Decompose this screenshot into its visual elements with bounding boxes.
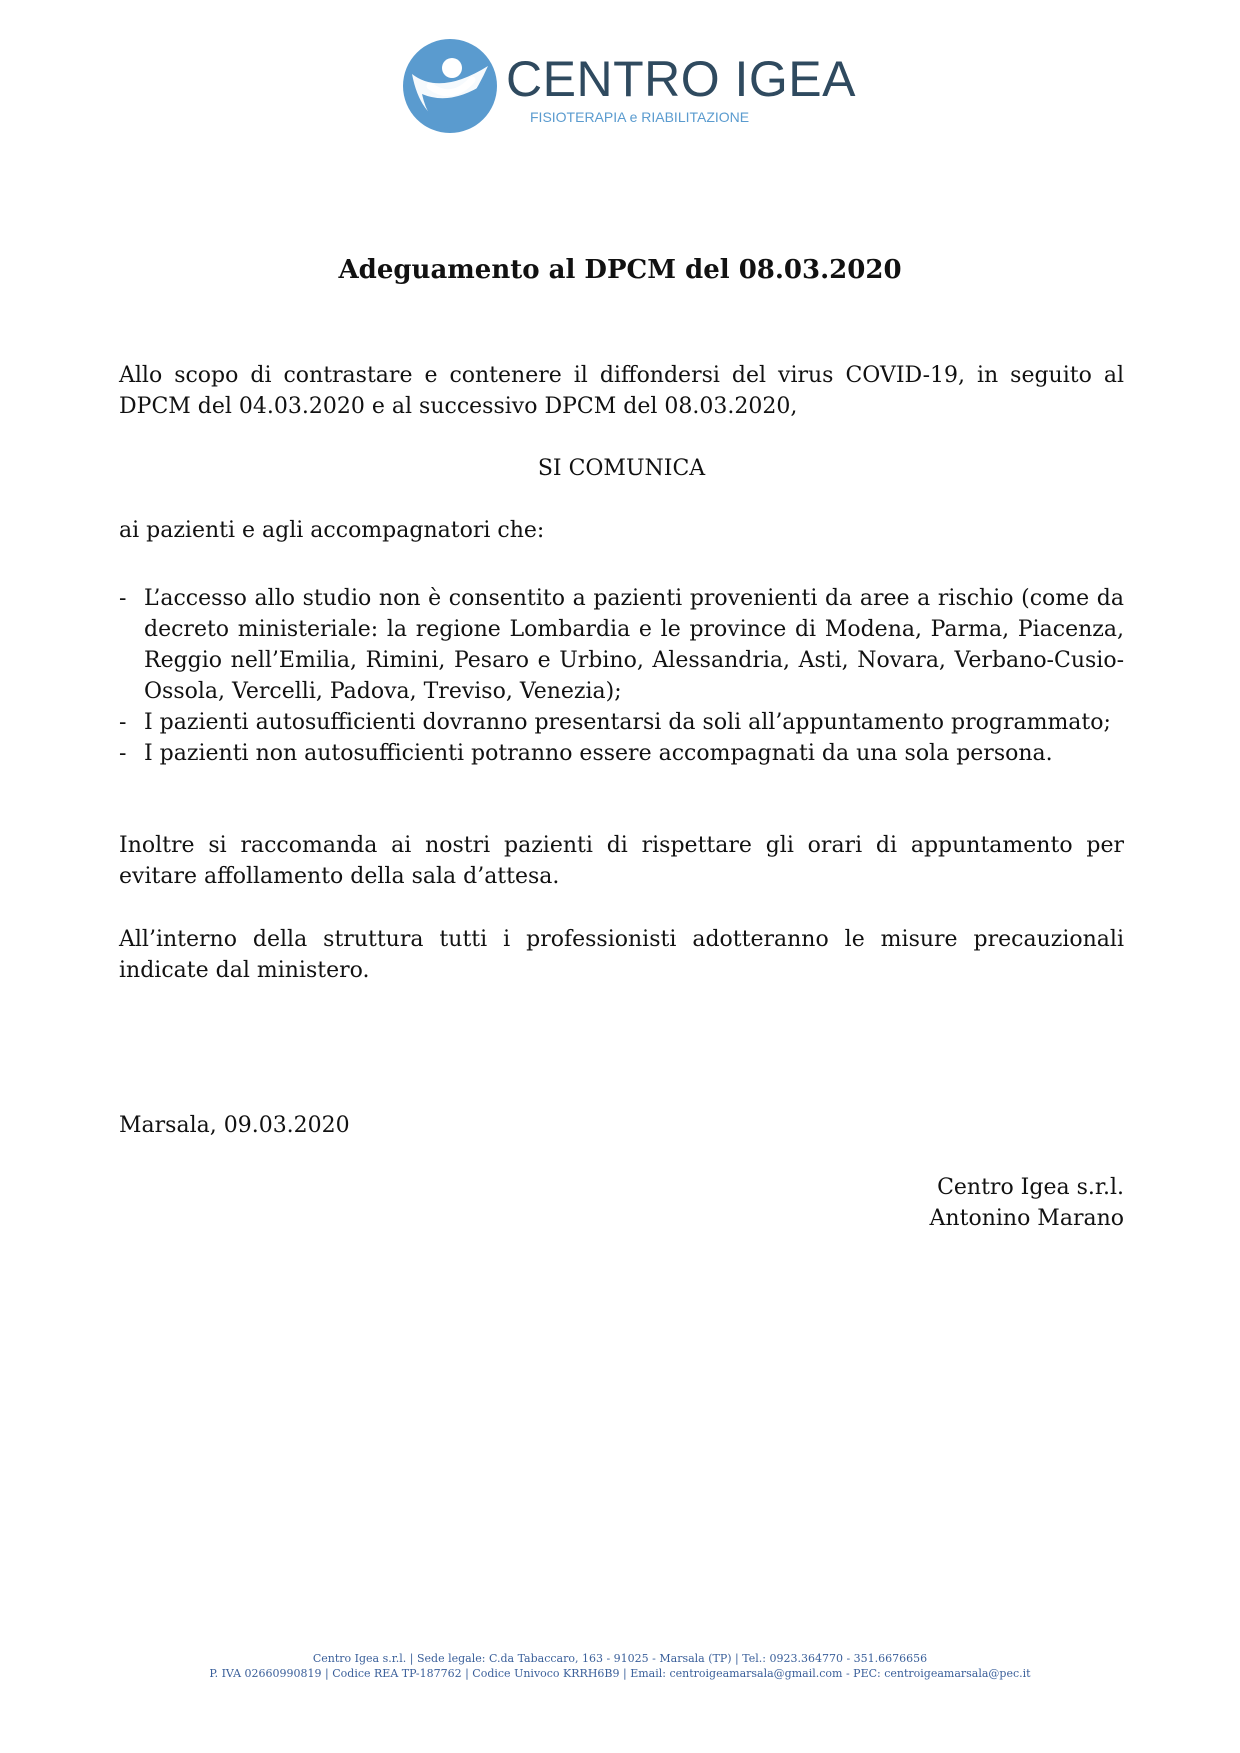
signature-company: Centro Igea s.r.l. bbox=[937, 1175, 1124, 1200]
list-item-text: I pazienti autosufficienti dovranno presentarsi da soli all’appuntamento programmato; bbox=[144, 710, 1111, 735]
announcement: SI COMUNICA bbox=[537, 456, 706, 481]
recipients-line: ai pazienti e agli accompagnatori che: bbox=[119, 518, 545, 543]
dash-icon: - bbox=[119, 741, 127, 766]
intro-paragraph: Allo scopo di contrastare e contenere il diffondersi del virus COVID-19, in seguito al DPCM del 04.03.2020 e al successivo DPCM del 08.03.2020, bbox=[119, 363, 1124, 419]
centro-igea-emblem-icon bbox=[400, 36, 500, 136]
bullet-list bbox=[119, 583, 1124, 769]
list-item bbox=[119, 707, 1124, 738]
document-title: Adeguamento al DPCM del 08.03.2020 bbox=[338, 255, 902, 285]
logo-subtitle: FISIOTERAPIA e RIABILITAZIONE bbox=[530, 109, 750, 125]
dash-icon: - bbox=[119, 710, 127, 735]
footer-line-1: Centro Igea s.r.l. | Sede legale: C.da Tabaccaro, 163 - 91025 - Marsala (TP) | Tel.: 0923.364770 - 351.6676656 bbox=[312, 1652, 928, 1665]
logo bbox=[400, 36, 856, 136]
list-item-text: I pazienti non autosufficienti potranno essere accompagnati da una sola persona. bbox=[144, 741, 1053, 766]
list-item-text: L’accesso allo studio non è consentito a pazienti provenienti da aree a rischio (come da decreto ministeriale: la regione Lombardia e le province di Modena, Parma, Piacenza, Reggio nell’Emilia, Rimini, Pesaro e Urbino, Alessandria, Asti, Novara, Verbano-Cusio-Ossola, Vercelli, Padova, Treviso, Venezia); bbox=[144, 586, 1124, 704]
footer-line-2: P. IVA 02660990819 | Codice REA TP-187762 | Codice Univoco KRRH6B9 | Email: centroigeamarsala@gmail.com - PEC: centroigeamarsala@pec.it bbox=[209, 1667, 1031, 1680]
list-item bbox=[119, 738, 1124, 769]
measures-paragraph: All’interno della struttura tutti i professionisti adotteranno le misure precauzionali indicate dal ministero. bbox=[119, 927, 1124, 983]
logo-name: CENTRO IGEA bbox=[506, 51, 856, 107]
recommendation-paragraph: Inoltre si raccomanda ai nostri pazienti di rispettare gli orari di appuntamento per evitare affollamento della sala d’attesa. bbox=[119, 833, 1124, 889]
list-item bbox=[119, 583, 1124, 707]
signature-name: Antonino Marano bbox=[929, 1206, 1124, 1231]
dash-icon: - bbox=[119, 586, 127, 611]
place-date: Marsala, 09.03.2020 bbox=[119, 1113, 350, 1138]
